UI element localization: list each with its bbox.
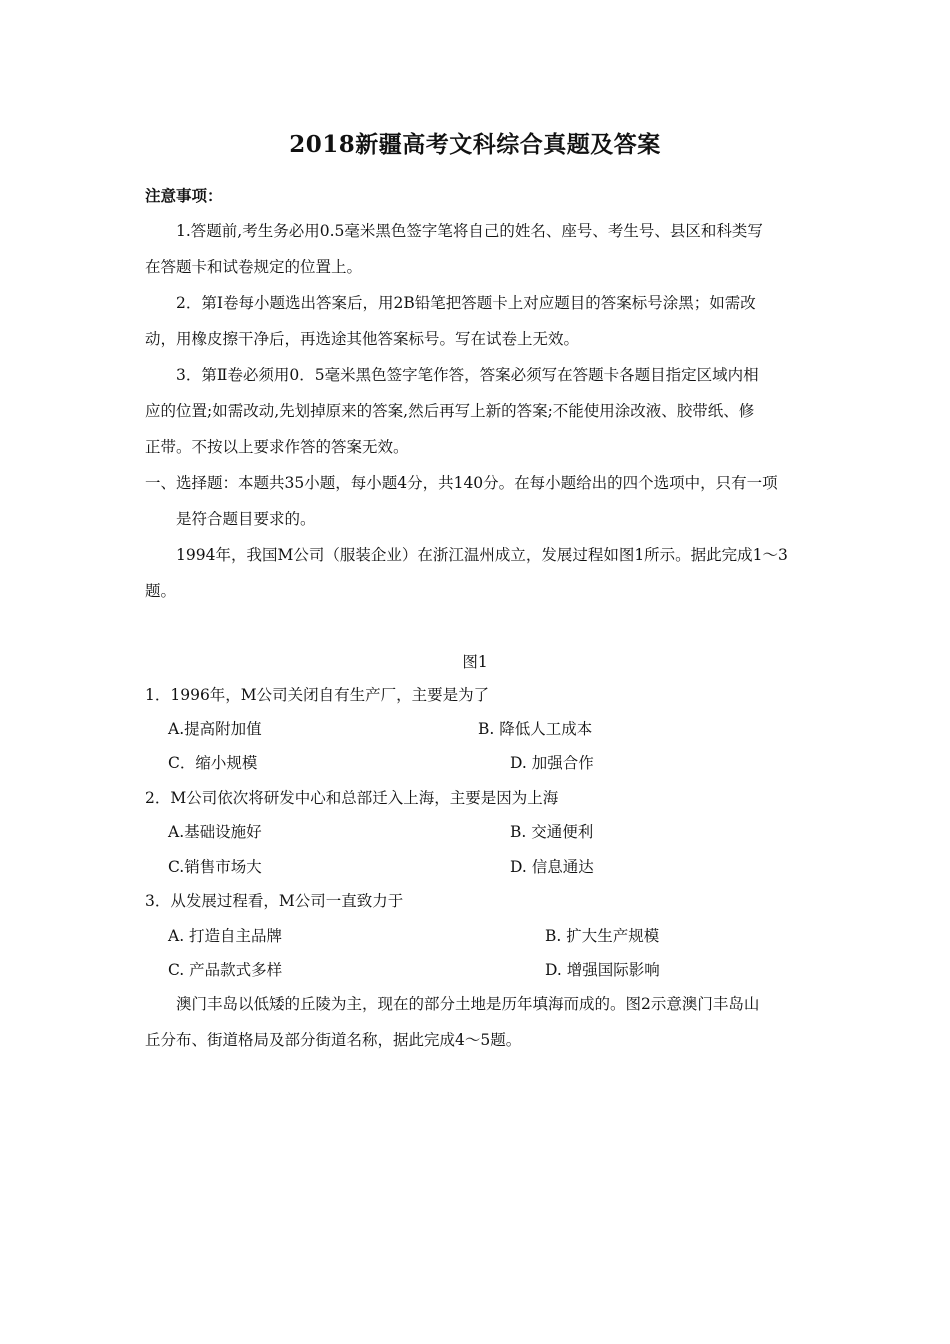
question-3-stem: 3．从发展过程看，M公司一直致力于 (145, 892, 404, 910)
question-1-stem: 1．1996年，M公司关闭自有生产厂，主要是为了 (145, 686, 490, 704)
question-1-option-c: C．缩小规模 (168, 754, 258, 772)
notice-1-line-2: 在答题卡和试卷规定的位置上。 (145, 258, 363, 276)
question-2-stem: 2．M公司依次将研发中心和总部迁入上海，主要是因为上海 (145, 789, 559, 807)
question-3-option-a: A. 打造自主品牌 (168, 927, 283, 945)
question-3-option-d: D. 增强国际影响 (545, 961, 660, 979)
question-2-option-d: D. 信息通达 (510, 858, 594, 876)
section-1-line-1: 一、选择题：本题共35小题，每小题4分，共140分。在每小题给出的四个选项中，只有一项 (145, 474, 778, 492)
question-1-option-b: B. 降低人工成本 (478, 720, 593, 738)
question-1-option-d: D. 加强合作 (510, 754, 594, 772)
intro-1-line-1: 1994年，我国M公司（服装企业）在浙江温州成立，发展过程如图1所示。据此完成1～3 (176, 546, 788, 564)
question-3-option-c: C. 产品款式多样 (168, 961, 283, 979)
figure-1-caption: 图1 (462, 653, 488, 671)
notice-3-line-2: 应的位置;如需改动,先划掉原来的答案,然后再写上新的答案;不能使用涂改液、胶带纸、修 (145, 402, 755, 420)
notice-heading: 注意事项： (145, 186, 223, 205)
notice-2-line-2: 动，用橡皮擦干净后，再选途其他答案标号。写在试卷上无效。 (145, 330, 580, 348)
question-2-option-a: A.基础设施好 (168, 823, 262, 841)
question-1-option-a: A.提高附加值 (168, 720, 262, 738)
question-2-option-c: C.销售市场大 (168, 858, 262, 876)
notice-2-line-1: 2．第Ⅰ卷每小题选出答案后，用2B铅笔把答题卡上对应题目的答案标号涂黑；如需改 (176, 294, 756, 312)
question-2-option-b: B. 交通便利 (510, 823, 594, 841)
section-1-line-2: 是符合题目要求的。 (176, 510, 316, 528)
notice-1-line-1: 1.答题前,考生务必用0.5毫米黑色签字笔将自己的姓名、座号、考生号、县区和科类写 (176, 222, 763, 240)
question-3-option-b: B. 扩大生产规模 (545, 927, 660, 945)
notice-3-line-1: 3．第Ⅱ卷必须用0．5毫米黑色签字笔作答，答案必须写在答题卡各题目指定区域内相 (176, 366, 759, 384)
intro-2-line-1: 澳门丰岛以低矮的丘陵为主，现在的部分土地是历年填海而成的。图2示意澳门丰岛山 (176, 995, 760, 1013)
notice-3-line-3: 正带。不按以上要求作答的答案无效。 (145, 438, 409, 456)
intro-1-line-2: 题。 (145, 582, 177, 600)
document-title: 2018新疆高考文科综合真题及答案 (289, 131, 661, 158)
intro-2-line-2: 丘分布、街道格局及部分街道名称，据此完成4～5题。 (145, 1031, 522, 1049)
